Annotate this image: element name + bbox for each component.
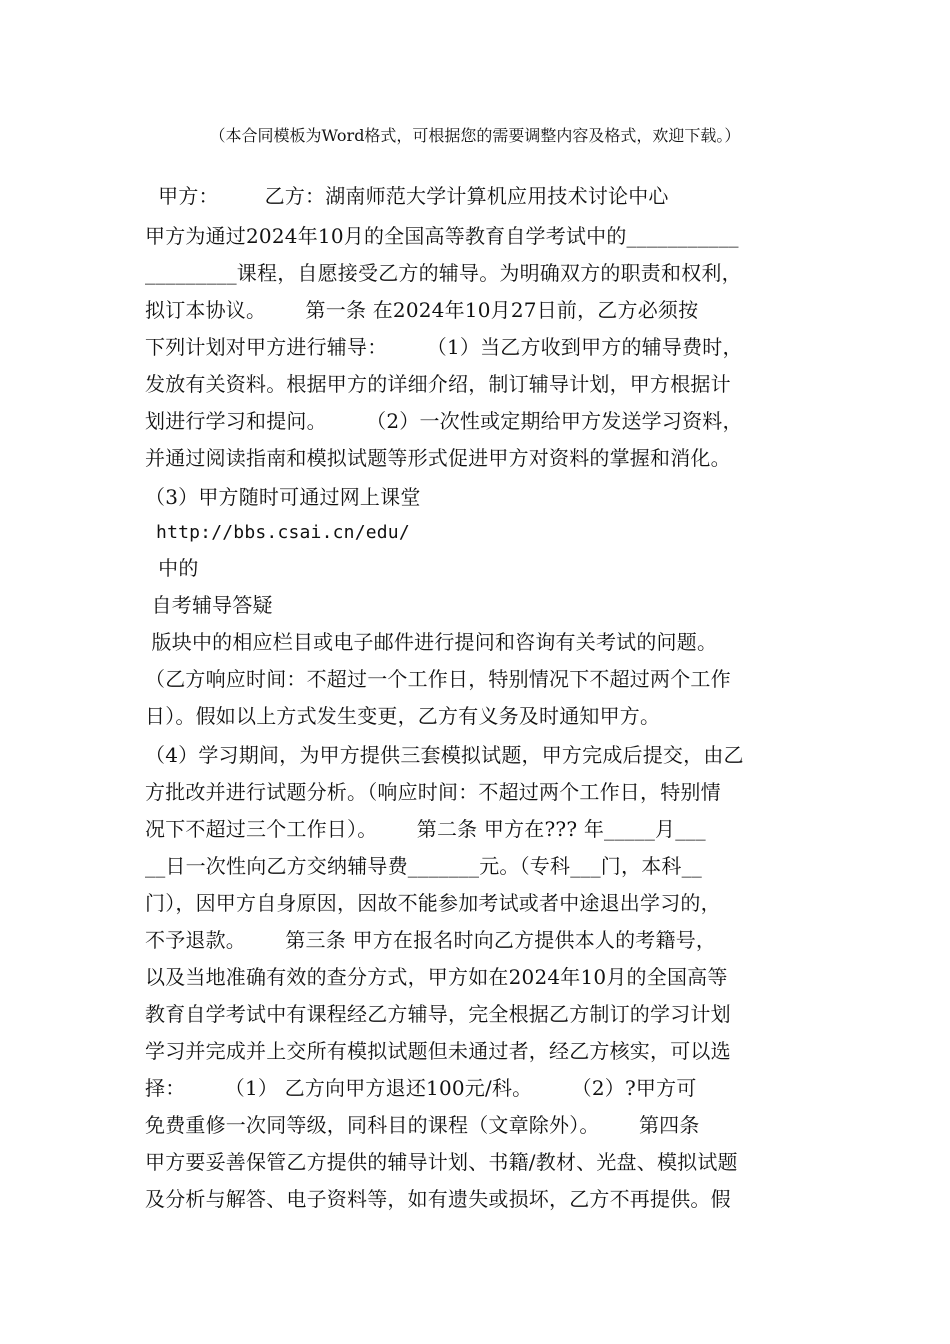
- body-line: 以及当地准确有效的查分方式，甲方如在2024年10月的全国高等: [145, 965, 728, 989]
- body-line: 教育自学考试中有课程经乙方辅导，完全根据乙方制订的学习计划: [145, 1002, 731, 1026]
- body-line: （乙方响应时间：不超过一个工作日，特别情况下不超过两个工作: [145, 667, 731, 691]
- body-line: _________课程，自愿接受乙方的辅导。为明确双方的职责和权利，: [145, 261, 742, 285]
- body-line: 划进行学习和提问。 （2）一次性或定期给甲方发送学习资料，: [145, 409, 743, 433]
- body-line: 免费重修一次同等级，同科目的课程（文章除外）。 第四条: [145, 1113, 700, 1137]
- body-line: 门），因甲方自身原因，因故不能参加考试或者中途退出学习的，: [145, 891, 721, 915]
- body-line: 方批改并进行试题分析。（响应时间：不超过两个工作日，特别情: [145, 780, 721, 804]
- body-line: 况下不超过三个工作日）。 第二条 甲方在??? 年_____月___: [145, 817, 706, 841]
- body-line: 发放有关资料。根据甲方的详细介绍，制订辅导计划，甲方根据计: [145, 372, 731, 396]
- body-line: 中的: [145, 556, 199, 580]
- body-line: 甲方为通过2024年10月的全国高等教育自学考试中的___________: [145, 224, 739, 248]
- body-line: 甲方要妥善保管乙方提供的辅导计划、书籍/教材、光盘、模拟试题: [145, 1150, 738, 1174]
- body-line: 日）。假如以上方式发生变更，乙方有义务及时通知甲方。: [145, 704, 661, 728]
- body-line: 下列计划对甲方进行辅导： （1）当乙方收到甲方的辅导费时，: [145, 335, 743, 359]
- course-url-link[interactable]: http://bbs.csai.cn/edu/: [145, 522, 410, 543]
- body-line: （4）学习期间，为甲方提供三套模拟试题，甲方完成后提交，由乙: [145, 743, 744, 767]
- body-line: __日一次性向乙方交纳辅导费_______元。（专科___门，本科__: [145, 854, 702, 878]
- body-line: 自考辅导答疑: [145, 593, 273, 617]
- body-line: 学习并完成并上交所有模拟试题但未通过者，经乙方核实，可以选: [145, 1039, 731, 1063]
- body-line: 择： （1） 乙方向甲方退还100元/科。 （2）?甲方可: [145, 1076, 697, 1100]
- body-line: 并通过阅读指南和模拟试题等形式促进甲方对资料的掌握和消化。: [145, 446, 731, 470]
- body-line: 及分析与解答、电子资料等，如有遗失或损坏，乙方不再提供。假: [145, 1187, 731, 1211]
- template-note: （本合同模板为Word格式，可根据您的需要调整内容及格式，欢迎下载。）: [209, 126, 741, 145]
- body-line: （3）甲方随时可通过网上课堂: [145, 485, 421, 509]
- body-line: 版块中的相应栏目或电子邮件进行提问和咨询有关考试的问题。: [145, 630, 718, 654]
- party-line: 甲方： 乙方：湖南师范大学计算机应用技术讨论中心: [145, 184, 669, 208]
- body-line: 拟订本协议。 第一条 在2024年10月27日前，乙方必须按: [145, 298, 699, 322]
- body-line: 不予退款。 第三条 甲方在报名时向乙方提供本人的考籍号，: [145, 928, 717, 952]
